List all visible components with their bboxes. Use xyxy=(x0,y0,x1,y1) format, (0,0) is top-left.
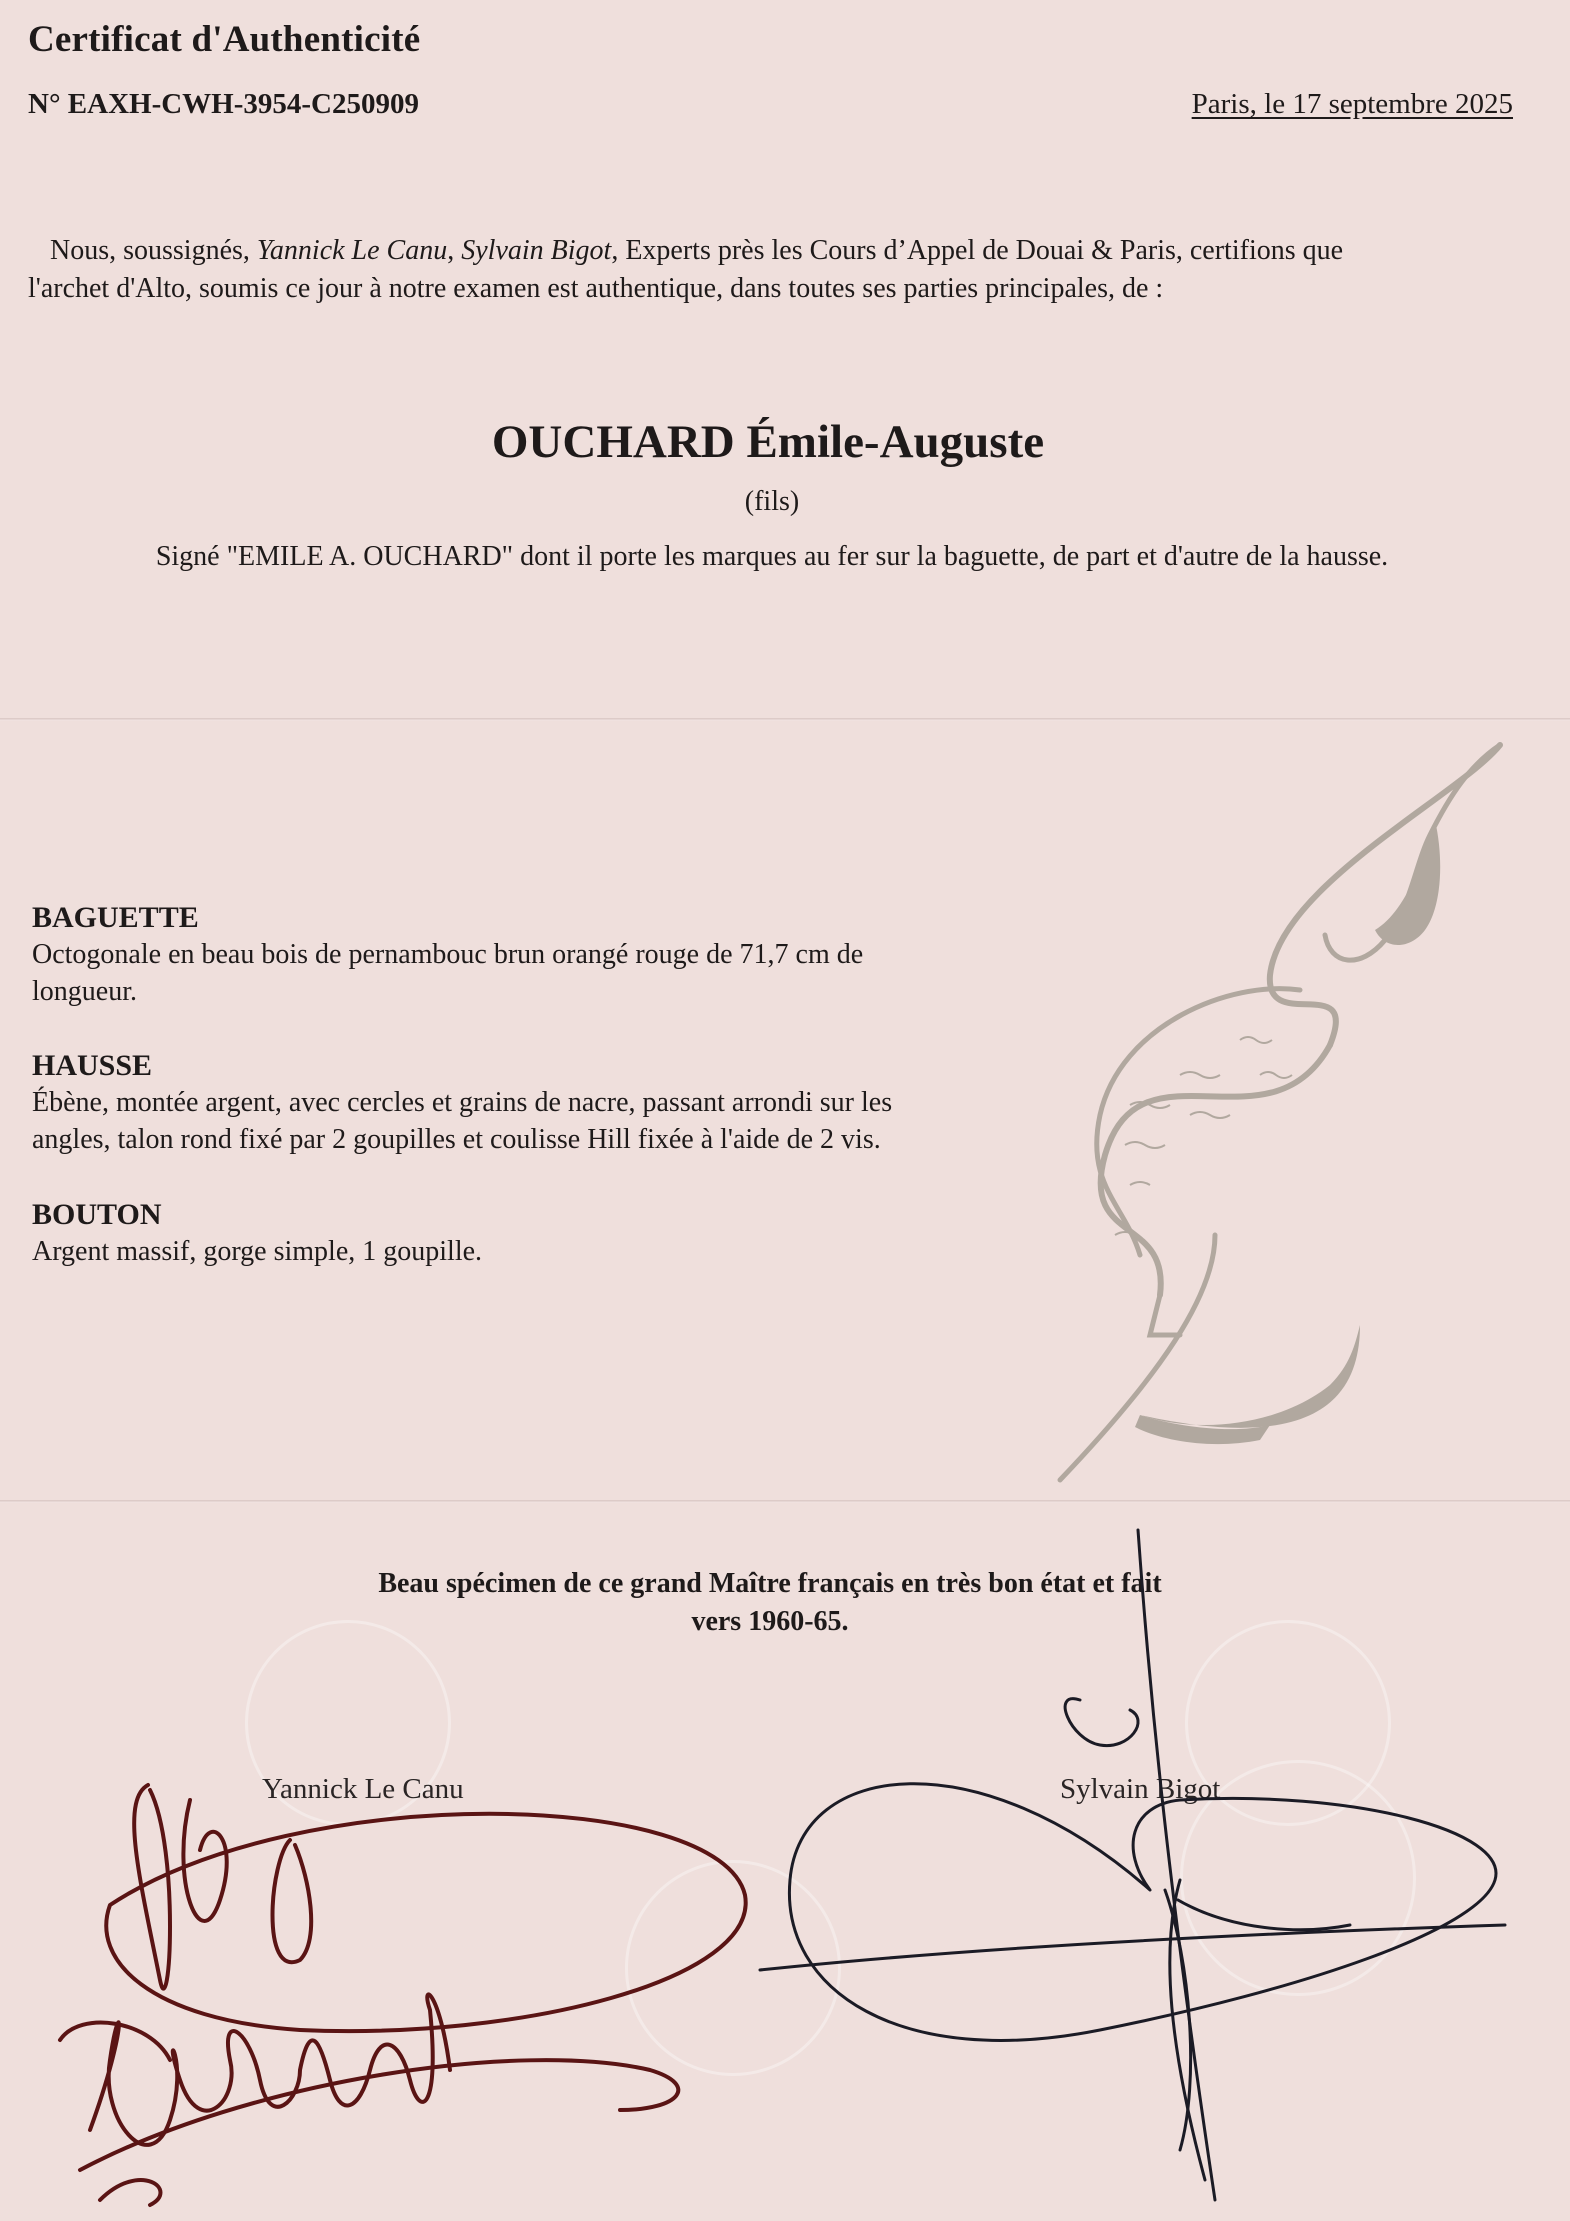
maker-name: OUCHARD Émile-Auguste xyxy=(491,416,1045,468)
certificate-date: Paris, le 17 septembre 2025 xyxy=(1191,88,1513,120)
intro-text: Nous, soussignés, xyxy=(50,235,257,266)
intro-separator: , xyxy=(447,235,462,266)
signer-1-name: Yannick Le Canu xyxy=(262,1773,464,1805)
intro-text-continued: , Experts près les Cours d’Appel de Douai & Paris, certifions que xyxy=(611,235,1344,266)
spec-text: longueur. xyxy=(32,976,137,1007)
maker-signature-description: Signé "EMILE A. OUCHARD" dont il porte les marques au fer sur la baguette, de part et d'autre de la hausse. xyxy=(155,541,1389,572)
certificate-number: N° EAXH-CWH-3954-C250909 xyxy=(28,88,419,120)
maker-suffix: (fils) xyxy=(744,486,800,517)
summary-line-1: Beau spécimen de ce grand Maître français en très bon état et fait xyxy=(378,1568,1162,1599)
spec-heading: HAUSSE xyxy=(32,1049,153,1082)
spec-text: angles, talon rond fixé par 2 goupilles et coulisse Hill fixée à l'aide de 2 vis. xyxy=(32,1124,881,1155)
spec-text: Octogonale en beau bois de pernambouc brun orangé rouge de 71,7 cm de xyxy=(32,939,864,970)
spec-heading: BAGUETTE xyxy=(32,901,199,934)
signer-2-name: Sylvain Bigot xyxy=(1060,1773,1221,1805)
spec-text: Ébène, montée argent, avec cercles et grains de nacre, passant arrondi sur les xyxy=(32,1087,893,1118)
summary-line-2: vers 1960-65. xyxy=(691,1606,849,1637)
expert-2-name: Sylvain Bigot xyxy=(461,235,612,266)
intro-line-2: l'archet d'Alto, soumis ce jour à notre examen est authentique, dans toutes ses parties principales, de : xyxy=(28,273,1164,304)
spec-text: Argent massif, gorge simple, 1 goupille. xyxy=(32,1236,483,1267)
certificate-title: Certificat d'Authenticité xyxy=(28,19,421,60)
expert-1-name: Yannick Le Canu xyxy=(256,235,448,266)
spec-heading: BOUTON xyxy=(32,1198,162,1231)
